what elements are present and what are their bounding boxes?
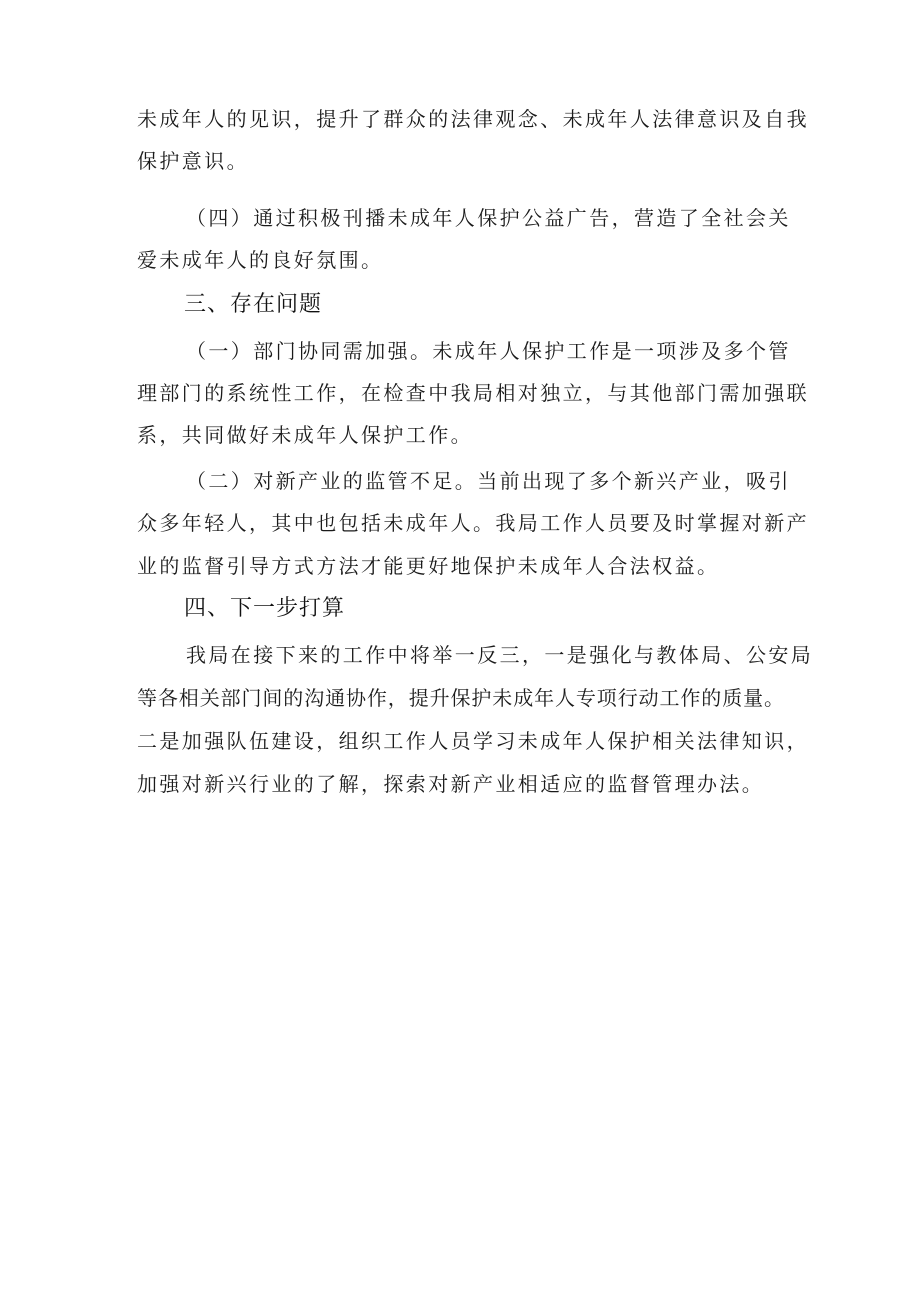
section-heading: 三、存在问题 xyxy=(184,292,323,317)
paragraph-line: （四）通过积极刊播未成年人保护公益广告，营造了全社会关 xyxy=(186,206,791,230)
paragraph-line: （二）对新产业的监管不足。当前出现了多个新兴产业，吸引 xyxy=(186,469,791,493)
section-heading: 四、下一步打算 xyxy=(184,596,346,621)
paragraph-line: 业的监督引导方式方法才能更好地保护未成年人合法权益。 xyxy=(137,554,720,578)
paragraph-line: 理部门的系统性工作，在检查中我局相对独立，与其他部门需加强联 xyxy=(137,381,809,405)
paragraph-line: 众多年轻人，其中也包括未成年人。我局工作人员要及时掌握对新产 xyxy=(137,511,809,535)
paragraph-line: （一）部门协同需加强。未成年人保护工作是一项涉及多个管 xyxy=(186,339,791,363)
paragraph-line: 未成年人的见识，提升了群众的法律观念、未成年人法律意识及自我 xyxy=(137,107,809,131)
paragraph-line: 保护意识。 xyxy=(137,149,249,173)
paragraph-line: 二是加强队伍建设，组织工作人员学习未成年人保护相关法律知识， xyxy=(137,729,809,753)
paragraph-line: 加强对新兴行业的了解，探索对新产业相适应的监督管理办法。 xyxy=(137,772,765,796)
paragraph-line: 系，共同做好未成年人保护工作。 xyxy=(137,423,473,447)
paragraph-line: 爱未成年人的良好氛围。 xyxy=(137,248,384,272)
paragraph-line: 我局在接下来的工作中将举一反三，一是强化与教体局、公安局 xyxy=(186,643,814,667)
paragraph-line: 等各相关部门间的沟通协作，提升保护未成年人专项行动工作的质量。 xyxy=(137,686,785,710)
